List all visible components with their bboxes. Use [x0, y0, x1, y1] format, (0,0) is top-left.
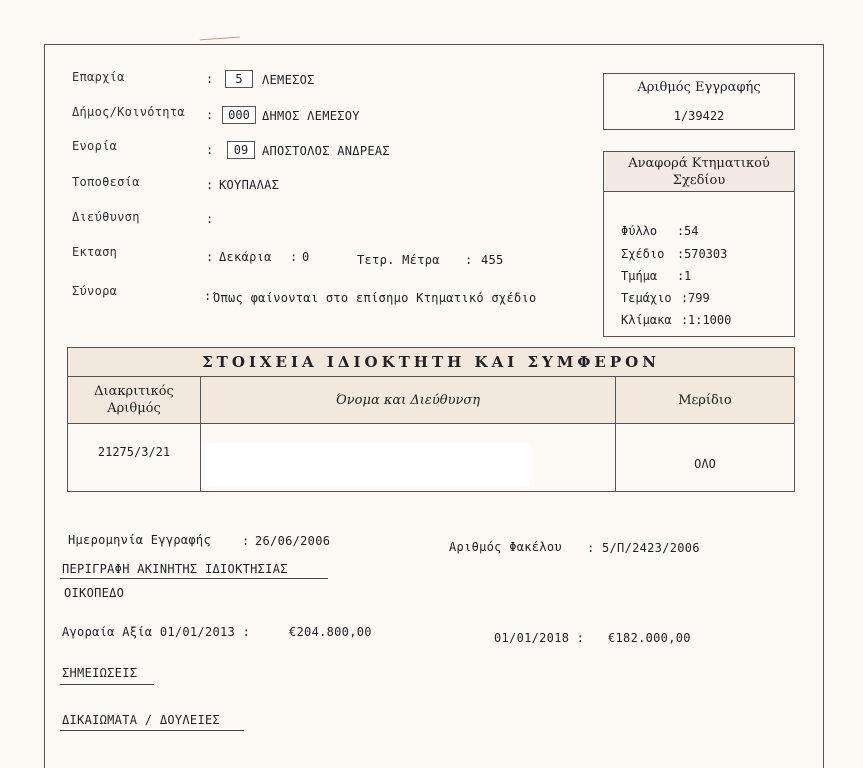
column-header-share: Μερίδιο — [616, 377, 794, 424]
cadastral-row: Σχέδιο : 570303 — [621, 247, 728, 261]
cadastral-row-value: 1:1000 — [688, 313, 732, 327]
dieuthinsi-label: Διεύθυνση — [72, 210, 140, 224]
registration-number: 1/39422 — [673, 109, 725, 123]
owner-id-value: 21275/3/21 — [97, 445, 171, 459]
column-divider — [200, 377, 201, 491]
notes-underline — [60, 684, 154, 685]
eparchia-name: ΛΕΜΕΣΟΣ — [262, 73, 315, 87]
enoria-code: 09 — [227, 141, 255, 159]
ektasi-label: Εκταση — [72, 245, 118, 259]
owner-table-banner: ΣΤΟΙΧΕΙΑ ΙΔΙΟΚΤΗΤΗ ΚΑΙ ΣΥΜΦΕΡΟΝ — [68, 348, 794, 377]
registration-date-label: Ημερομηνία Εγγραφής — [68, 533, 211, 547]
cadastral-row-label: Φύλλο — [621, 224, 658, 238]
column-header-id — [68, 377, 200, 424]
dimos-name: ΔΗΜΟΣ ΛΕΜΕΣΟΥ — [262, 109, 360, 123]
cadastral-title-line1: Αναφορά Κτηματικού — [628, 156, 770, 171]
eparchia-label: Επαρχία — [72, 70, 125, 84]
market-value-2013: €204.800,00 — [289, 625, 372, 639]
column-divider — [615, 377, 616, 491]
dimos-code: 000 — [222, 106, 256, 124]
colon: : — [206, 108, 214, 122]
colon: : — [206, 143, 214, 157]
column-header-id-line1: Διακριτικός — [94, 384, 174, 399]
market-value-2018: €182.000,00 — [608, 631, 691, 645]
file-number-label: Αριθμός Φακέλου — [449, 540, 562, 554]
tetr-metra-value: 455 — [481, 253, 504, 267]
cadastral-row: Τμήμα : 1 — [621, 269, 692, 283]
topothesia-value: ΚΟΥΠΑΛΑΣ — [219, 178, 280, 192]
owner-share-value: ΟΛΟ — [694, 457, 716, 471]
colon: : — [206, 250, 214, 264]
dekaria-value: 0 — [302, 250, 310, 264]
cadastral-title — [604, 152, 794, 192]
market-value-2018-label: 01/01/2018 : — [494, 631, 585, 645]
page-border-left — [44, 44, 45, 768]
cadastral-row-value: 570303 — [684, 247, 728, 261]
colon: : — [290, 250, 298, 264]
colon: : — [465, 253, 473, 267]
cadastral-row-label: Κλίμακα — [621, 313, 672, 327]
cadastral-row-value: 54 — [684, 224, 699, 238]
synora-value: Όπως φαίνονται στο επίσημο Κτηματικό σχέδιο — [213, 291, 537, 305]
colon: : — [204, 289, 212, 303]
redacted-owner-name — [205, 443, 530, 487]
notes-heading: ΣΗΜΕΙΩΣΕΙΣ — [62, 666, 138, 680]
cadastral-title-line2: Σχεδίου — [672, 173, 726, 188]
dimos-label: Δήμος/Κοινότητα — [72, 105, 185, 119]
colon: : — [242, 534, 250, 548]
colon: : — [587, 541, 595, 555]
file-number-value: 5/Π/2423/2006 — [602, 541, 700, 555]
cadastral-row-label: Σχέδιο — [621, 247, 665, 261]
column-header-name: Όνομα και Διεύθυνση — [201, 377, 615, 424]
cadastral-row: Φύλλο : 54 — [621, 224, 699, 238]
page-border-right — [823, 44, 824, 768]
rights-heading: ΔΙΚΑΙΩΜΑΤΑ / ΔΟΥΛΕΙΕΣ — [62, 713, 221, 727]
colon: : — [206, 178, 214, 192]
rights-underline — [60, 730, 244, 731]
eparchia-code: 5 — [225, 70, 253, 88]
description-heading: ΠΕΡΙΓΡΑΦΗ ΑΚΙΝΗΤΗΣ ΙΔΙΟΚΤΗΣΙΑΣ — [62, 562, 288, 576]
enoria-name: ΑΠΟΣΤΟΛΟΣ ΑΝΔΡΕΑΣ — [262, 144, 390, 158]
market-value-2013-label: Αγοραία Αξία 01/01/2013 : — [62, 625, 251, 639]
colon: : — [206, 72, 214, 86]
cadastral-row-label: Τμήμα — [621, 269, 658, 283]
registration-title: Αριθμός Εγγραφής — [637, 80, 761, 95]
synora-label: Σύνορα — [72, 284, 118, 298]
cadastral-row-label: Τεμάχιο — [621, 291, 672, 305]
tetr-metra-label: Τετρ. Μέτρα — [357, 253, 440, 267]
column-header-id-line2: Αριθμός — [107, 401, 161, 416]
description-underline — [60, 578, 328, 579]
cadastral-reference-box — [603, 151, 795, 337]
registration-date-value: 26/06/2006 — [255, 534, 331, 548]
dekaria-label: Δεκάρια — [219, 250, 272, 264]
cadastral-row-value: 1 — [684, 269, 692, 283]
cadastral-row: Τεμάχιο : 799 — [621, 291, 710, 305]
description-value: ΟΙΚΟΠΕΔΟ — [64, 586, 125, 600]
enoria-label: Ενορία — [72, 139, 118, 153]
registration-number-box — [603, 73, 795, 130]
page-border-top — [44, 44, 824, 45]
cadastral-row-value: 799 — [688, 291, 710, 305]
colon: : — [206, 212, 214, 226]
topothesia-label: Τοποθεσία — [72, 175, 140, 189]
cadastral-row: Κλίμακα : 1:1000 — [621, 313, 732, 327]
